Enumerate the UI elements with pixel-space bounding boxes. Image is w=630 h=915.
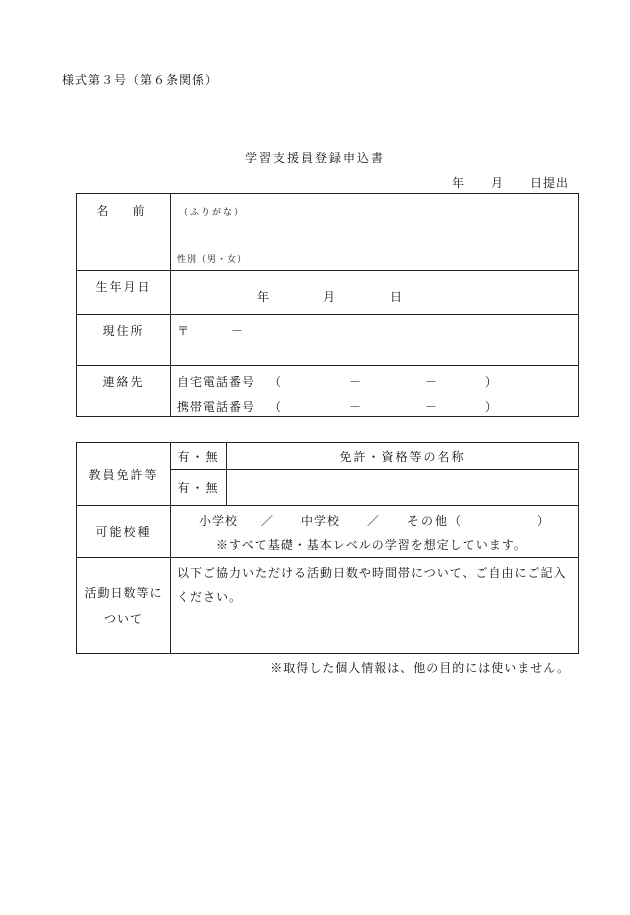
license-name-header <box>227 443 579 470</box>
option-slash-1: ／ <box>261 514 274 528</box>
license-name-header-text: 免許・資格等の名称 <box>339 449 466 464</box>
name-row <box>77 194 579 271</box>
school-type-options-cell <box>171 506 579 558</box>
birth-row <box>77 271 579 315</box>
license-label: 教員免許等 <box>88 467 159 482</box>
furigana-label: （ふりがな） <box>179 208 246 218</box>
home-phone-dash-2: － <box>425 375 438 389</box>
address-input-cell[interactable] <box>171 315 579 366</box>
contact-label-cell <box>77 366 171 417</box>
license-label-cell <box>77 443 171 506</box>
activity-label-line2: ついて <box>103 611 143 626</box>
birth-input-cell[interactable] <box>171 271 579 315</box>
license-name-input[interactable] <box>227 470 579 506</box>
mobile-phone-close-paren: ） <box>485 400 498 414</box>
mobile-phone-dash-1: － <box>349 400 362 414</box>
birth-label: 生年月日 <box>95 280 152 294</box>
form-number: 様式第３号（第６条関係） <box>62 73 219 87</box>
activity-input-cell[interactable] <box>171 558 579 654</box>
qualification-table <box>76 442 579 654</box>
home-phone-open-paren: （ <box>269 375 282 389</box>
activity-instruction-line2: ください。 <box>177 590 243 604</box>
activity-row <box>77 558 579 654</box>
submit-month-label: 月 <box>491 176 504 190</box>
postal-mark: 〒 <box>177 324 190 338</box>
license-yes-no-1[interactable] <box>171 443 227 470</box>
contact-input-cell[interactable] <box>171 366 579 417</box>
name-label-cell <box>77 194 171 271</box>
license-yes-no-text-1: 有・無 <box>177 449 220 464</box>
submit-year-label: 年 <box>452 176 465 190</box>
mobile-phone-dash-2: － <box>425 400 438 414</box>
mobile-phone-open-paren: （ <box>269 400 282 414</box>
page-title: 学習支援員登録申込書 <box>244 151 385 165</box>
home-phone-dash-1: － <box>349 375 362 389</box>
license-row-1 <box>77 443 579 470</box>
personal-info-table <box>76 193 579 417</box>
name-label: 名 前 <box>96 204 151 218</box>
option-slash-2: ／ <box>367 514 380 528</box>
home-phone-close-paren: ） <box>485 375 498 389</box>
license-yes-no-text-2: 有・無 <box>177 481 220 495</box>
option-junior-high[interactable]: 中学校 <box>301 514 341 528</box>
home-phone-label: 自宅電話番号 <box>177 375 256 389</box>
address-label: 現住所 <box>102 324 145 338</box>
option-other[interactable]: その他（ <box>407 514 464 528</box>
school-type-row <box>77 506 579 558</box>
postal-dash: － <box>231 324 244 338</box>
birth-month-label: 月 <box>323 290 336 304</box>
birth-label-cell <box>77 271 171 315</box>
license-yes-no-2[interactable] <box>171 470 227 506</box>
mobile-phone-label: 携帯電話番号 <box>177 400 256 414</box>
privacy-note: ※取得した個人情報は、他の目的には使いません。 <box>270 661 570 675</box>
activity-label-line1: 活動日数等に <box>84 585 163 600</box>
submit-day-label: 日提出 <box>530 176 570 190</box>
option-other-close: ） <box>537 514 550 528</box>
contact-label: 連絡先 <box>102 375 145 389</box>
option-elementary[interactable]: 小学校 <box>199 514 239 528</box>
address-label-cell <box>77 315 171 366</box>
name-input-cell[interactable] <box>171 194 579 271</box>
school-type-label: 可能校種 <box>95 525 152 539</box>
contact-row <box>77 366 579 417</box>
school-type-label-cell <box>77 506 171 558</box>
activity-label-cell <box>77 558 171 654</box>
birth-day-label: 日 <box>390 290 403 304</box>
school-type-note: ※すべて基礎・基本レベルの学習を想定しています。 <box>216 538 527 552</box>
activity-instruction-line1: 以下ご協力いただける活動日数や時間帯について、ご自由にご記入 <box>177 566 567 580</box>
address-row <box>77 315 579 366</box>
gender-label: 性別（男・女） <box>177 255 248 265</box>
birth-year-label: 年 <box>257 290 270 304</box>
